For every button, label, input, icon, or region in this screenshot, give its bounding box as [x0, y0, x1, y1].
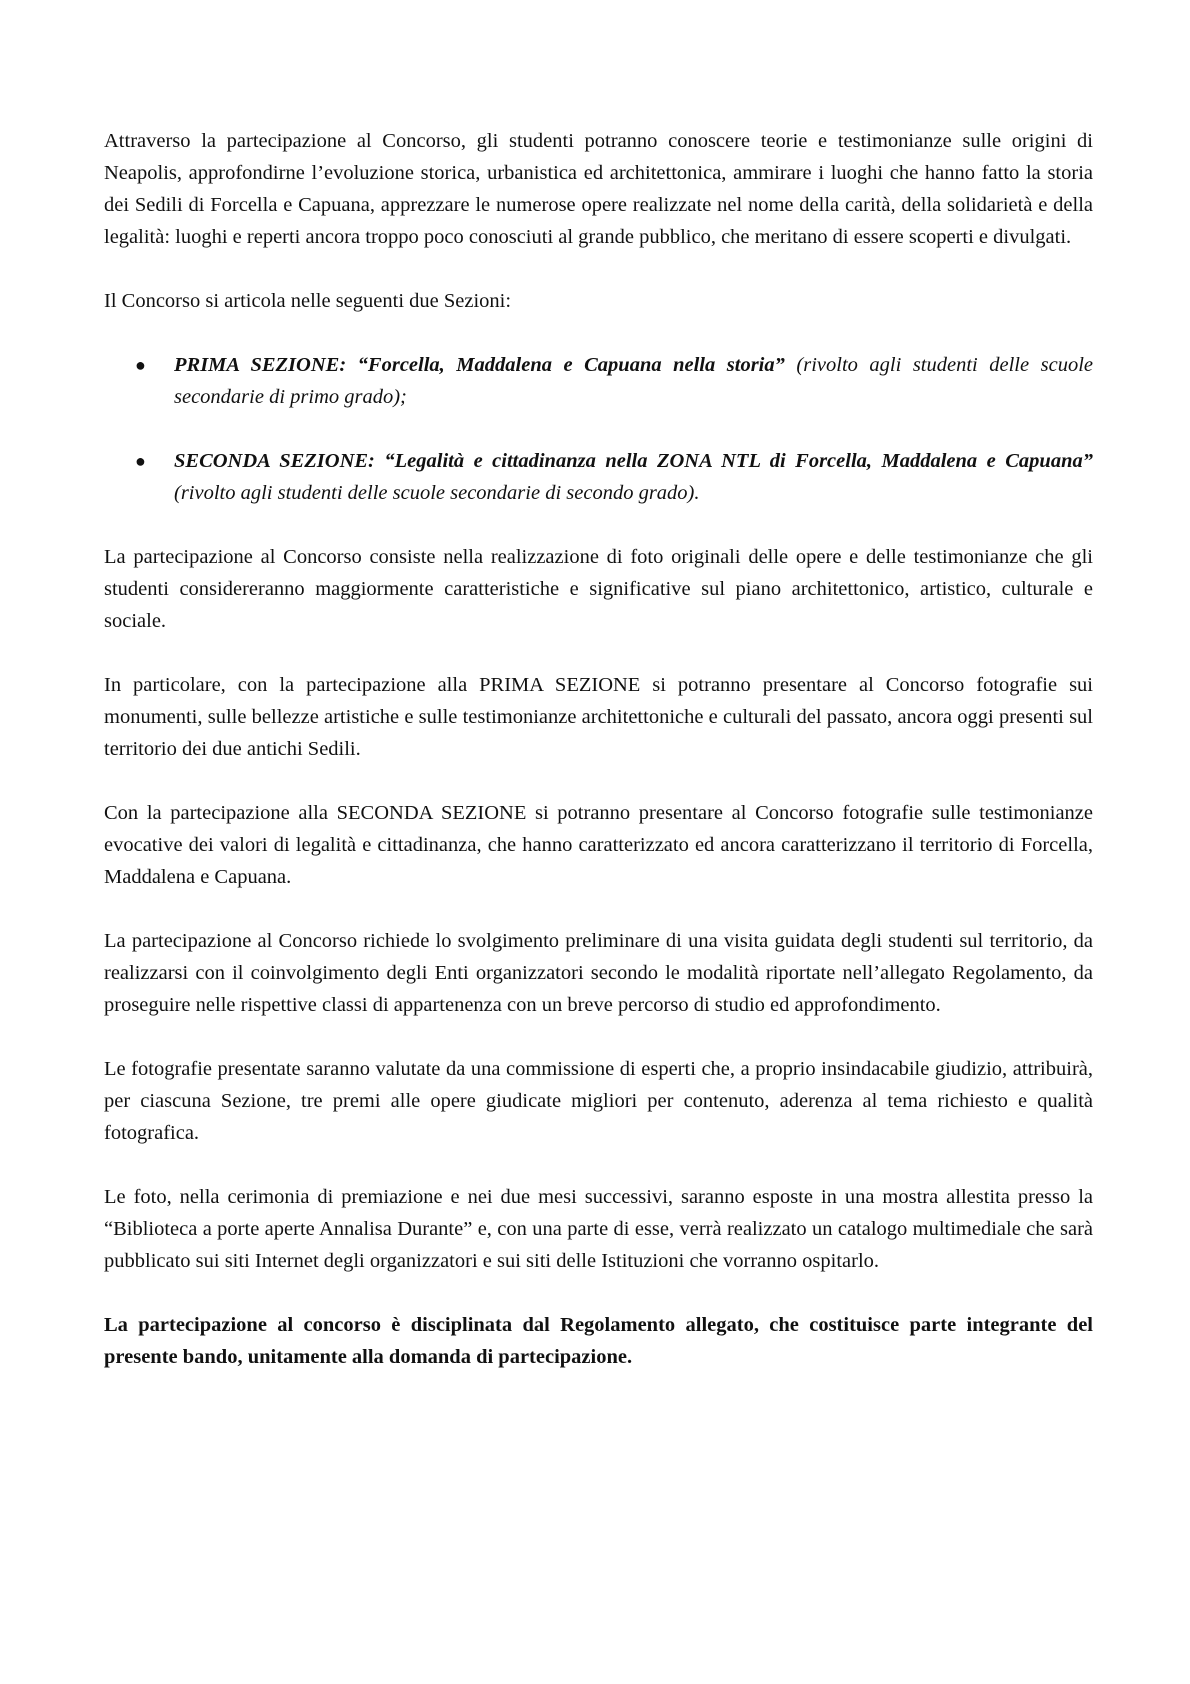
bullet-icon: ●: [135, 451, 146, 471]
second-section-detail-paragraph: Con la partecipazione alla SECONDA SEZIONE si potranno presentare al Concorso fotografie sulle testimonianze evocative dei valori di legalità e cittadinanza, che hanno caratterizzato ed ancora caratterizzano il territorio di Forcella, Maddalena e Capuana.: [104, 802, 1093, 888]
list-item-second-section: [104, 445, 1093, 509]
guided-visit-paragraph: La partecipazione al Concorso richiede lo svolgimento preliminare di una visita guidata degli studenti sul territorio, da realizzarsi con il coinvolgimento degli Enti organizzatori secondo le modalità riportate nell’allegato Regolamento, da proseguire nelle rispettive classi di appartenenza con un breve percorso di studio ed approfondimento.: [104, 930, 1093, 1016]
sections-intro-paragraph: Il Concorso si articola nelle seguenti due Sezioni:: [104, 290, 512, 312]
second-section-note: (rivolto agli studenti delle scuole secondarie di secondo grado).: [174, 482, 700, 504]
first-section-note: (rivolto agli studenti delle scuole secondarie di primo grado);: [174, 354, 1093, 408]
exhibition-paragraph: Le foto, nella cerimonia di premiazione e nei due mesi successivi, saranno esposte in una mostra allestita presso la “Biblioteca a porte aperte Annalisa Durante” e, con una parte di esse, verrà realizzato un catalogo multimediale che sarà pubblicato sui siti Internet degli organizzatori e sui siti delle Istituzioni che vorranno ospitarlo.: [104, 1186, 1093, 1272]
list-item-first-section: [104, 349, 1093, 413]
sections-list: [104, 349, 1093, 509]
participation-paragraph: La partecipazione al Concorso consiste nella realizzazione di foto originali delle opere e delle testimonianze che gli studenti considereranno maggiormente caratteristiche e significative sul piano architettonico, artistico, culturale e sociale.: [104, 546, 1093, 632]
intro-paragraph: Attraverso la partecipazione al Concorso, gli studenti potranno conoscere teorie e testimonianze sulle origini di Neapolis, approfondirne l’evoluzione storica, urbanistica ed architettonica, ammirare i luoghi che hanno fatto la storia dei Sedili di Forcella e Capuana, apprezzare le numerose opere realizzate nel nome della carità, della solidarietà e della legalità: luoghi e reperti ancora troppo poco conosciuti al grande pubblico, che meritano di essere scoperti e divulgati.: [104, 130, 1093, 248]
document-page: [104, 125, 1093, 1405]
second-section-title: SECONDA SEZIONE: “Legalità e cittadinanza nella ZONA NTL di Forcella, Maddalena e Capuana”: [174, 450, 1093, 472]
evaluation-paragraph: Le fotografie presentate saranno valutate da una commissione di esperti che, a proprio insindacabile giudizio, attribuirà, per ciascuna Sezione, tre premi alle opere giudicate migliori per contenuto, aderenza al tema richiesto e qualità fotografica.: [104, 1058, 1093, 1144]
bullet-icon: ●: [135, 355, 146, 375]
first-section-title: PRIMA SEZIONE: “Forcella, Maddalena e Capuana nella storia”: [174, 354, 785, 376]
first-section-detail-paragraph: In particolare, con la partecipazione alla PRIMA SEZIONE si potranno presentare al Concorso fotografie sui monumenti, sulle bellezze artistiche e sulle testimonianze architettoniche e culturali del passato, ancora oggi presenti sul territorio dei due antichi Sedili.: [104, 674, 1093, 760]
closing-paragraph: La partecipazione al concorso è disciplinata dal Regolamento allegato, che costituisce parte integrante del presente bando, unitamente alla domanda di partecipazione.: [104, 1314, 1093, 1368]
